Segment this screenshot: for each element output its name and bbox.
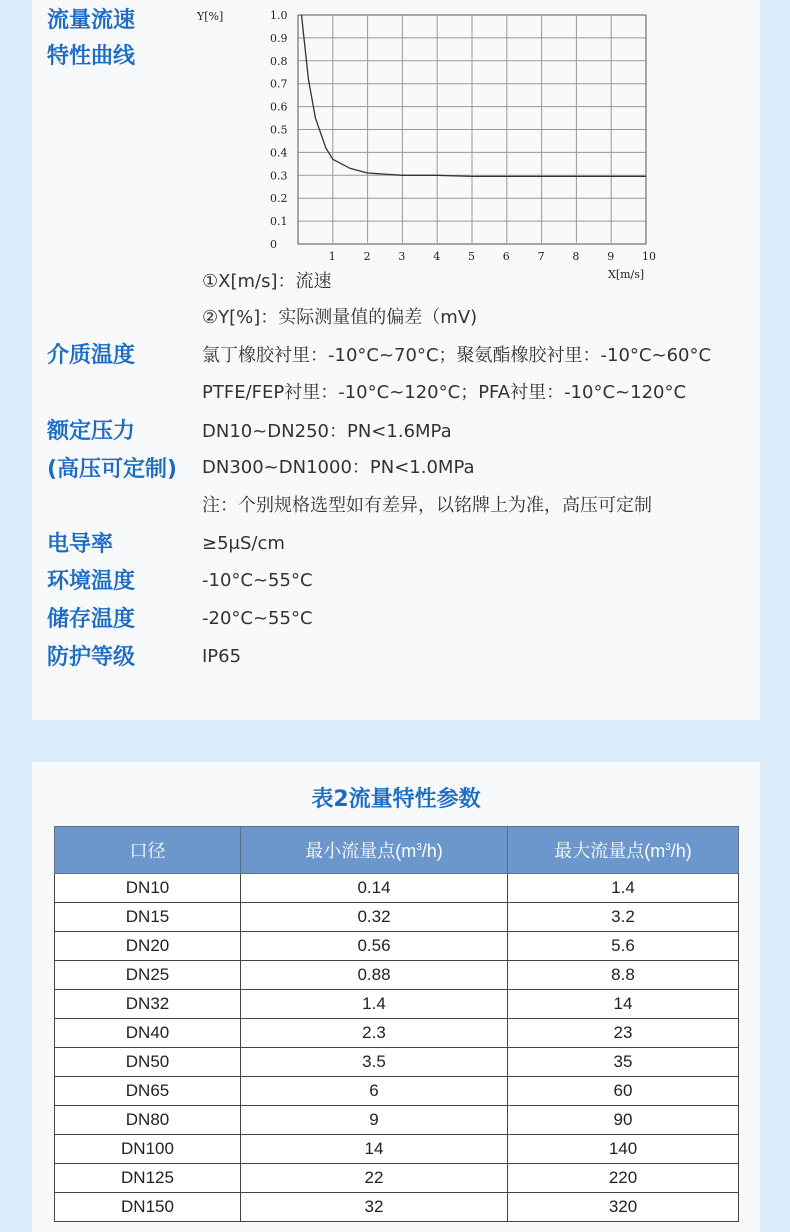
spec-label-ambient-temp: 环境温度 [47,569,136,594]
table-row [55,1048,739,1077]
cell-max-flow: 320 [508,1193,739,1222]
table-row [55,1135,739,1164]
chart-ticks [270,9,656,263]
table-row [55,874,739,903]
cell-min-flow: 0.56 [241,932,508,961]
ambient-temp-value: -10°C~55°C [202,570,313,591]
x-tick-label: 9 [607,250,615,263]
table-row [55,903,739,932]
spec-label-medium-temp: 介质温度 [47,343,136,368]
table-row [55,1019,739,1048]
conductivity-value: ≥5μS/cm [202,533,285,554]
cell-min-flow: 0.32 [241,903,508,932]
x-tick-label: 2 [363,250,371,263]
cell-diameter: DN100 [55,1135,241,1164]
cell-diameter: DN25 [55,961,241,990]
flow-params-table [54,826,739,1222]
y-tick-label: 0.2 [270,192,288,206]
cell-min-flow: 2.3 [241,1019,508,1048]
x-tick-label: 1 [328,250,336,263]
table-row [55,990,739,1019]
spec-label-protection: 防护等级 [47,645,136,670]
x-tick-label: 6 [502,250,510,263]
cell-max-flow: 220 [508,1164,739,1193]
cell-min-flow: 3.5 [241,1048,508,1077]
cell-diameter: DN15 [55,903,241,932]
table-body [55,874,739,1222]
cell-diameter: DN125 [55,1164,241,1193]
table-title: 表2流量特性参数 [311,787,481,812]
pressure-line-1: DN10~DN250：PN<1.6MPa [202,421,452,442]
flow-table-card [32,762,760,1232]
chart-grid [298,15,646,244]
spec-label-flow-curve: 流量流速 [47,8,136,33]
y-tick-label: 1.0 [270,9,288,22]
cell-min-flow: 0.14 [241,874,508,903]
y-tick-label: 0.8 [270,54,288,68]
cell-min-flow: 0.88 [241,961,508,990]
y-axis-label: Y[%] [197,10,224,23]
table-row [55,1077,739,1106]
y-tick-label: 0.4 [270,146,288,160]
spec-label-flow-curve-2: 特性曲线 [47,44,136,69]
cell-max-flow: 3.2 [508,903,739,932]
cell-diameter: DN40 [55,1019,241,1048]
pressure-line-2: DN300~DN1000：PN<1.0MPa [202,457,475,478]
header-max-flow: 最大流量点$(m^3/h)$ [508,827,739,874]
cell-max-flow: 90 [508,1106,739,1135]
x-tick-label: 4 [433,250,441,263]
y-tick-label: 0.3 [270,169,288,183]
spec-label-storage-temp: 储存温度 [47,607,136,632]
cell-diameter: DN65 [55,1077,241,1106]
pressure-note: 注：个别规格选型如有差异，以铭牌上为准，高压可定制 [202,495,652,516]
flow-characteristic-chart [192,0,692,288]
x-tick-label: 7 [537,250,545,263]
cell-diameter: DN10 [55,874,241,903]
cell-diameter: DN50 [55,1048,241,1077]
cell-diameter: DN32 [55,990,241,1019]
header-min-flow: 最小流量点$(m^3/h)$ [241,827,508,874]
y-tick-label: 0 [270,238,277,251]
cell-max-flow: 23 [508,1019,739,1048]
spec-label-pressure: 额定压力 [47,419,136,444]
cell-max-flow: 35 [508,1048,739,1077]
cell-min-flow: 9 [241,1106,508,1135]
cell-max-flow: 140 [508,1135,739,1164]
table-row [55,1193,739,1222]
medium-temp-line-2: PTFE/FEP衬里：-10°C~120°C；PFA衬里：-10°C~120°C [202,382,687,403]
medium-temp-line-1: 氯丁橡胶衬里：-10°C~70°C；聚氨酯橡胶衬里：-10°C~60°C [202,345,712,366]
cell-max-flow: 1.4 [508,874,739,903]
table-header-row [55,827,739,874]
x-tick-label: 5 [468,250,475,263]
cell-min-flow: 14 [241,1135,508,1164]
cell-max-flow: 60 [508,1077,739,1106]
cell-diameter: DN150 [55,1193,241,1222]
spec-label-conductivity: 电导率 [47,532,114,557]
x-tick-label: 3 [398,250,406,263]
y-tick-label: 0.5 [270,123,288,137]
cell-max-flow: 8.8 [508,961,739,990]
cell-min-flow: 22 [241,1164,508,1193]
x-tick-label: 8 [572,250,580,263]
y-tick-label: 0.7 [270,77,288,91]
y-tick-label: 0.9 [270,31,288,45]
table-row [55,932,739,961]
specs-card [32,0,760,720]
cell-min-flow: 32 [241,1193,508,1222]
legend-y: ②Y[%]：实际测量值的偏差（mV) [202,307,478,328]
table-row [55,1164,739,1193]
cell-min-flow: 6 [241,1077,508,1106]
table-row [55,961,739,990]
header-diameter: 口径 [55,827,241,874]
x-axis-label: X[m/s] [608,268,645,281]
protection-value: IP65 [202,646,242,667]
y-tick-label: 0.6 [270,100,288,114]
cell-max-flow: 14 [508,990,739,1019]
cell-max-flow: 5.6 [508,932,739,961]
storage-temp-value: -20°C~55°C [202,608,313,629]
table-row [55,1106,739,1135]
spec-label-pressure-2: (高压可定制) [47,457,178,482]
cell-diameter: DN80 [55,1106,241,1135]
legend-x: ①X[m/s]：流速 [202,271,332,292]
y-tick-label: 0.1 [270,215,288,229]
x-tick-label: 10 [642,250,656,263]
cell-diameter: DN20 [55,932,241,961]
cell-min-flow: 1.4 [241,990,508,1019]
